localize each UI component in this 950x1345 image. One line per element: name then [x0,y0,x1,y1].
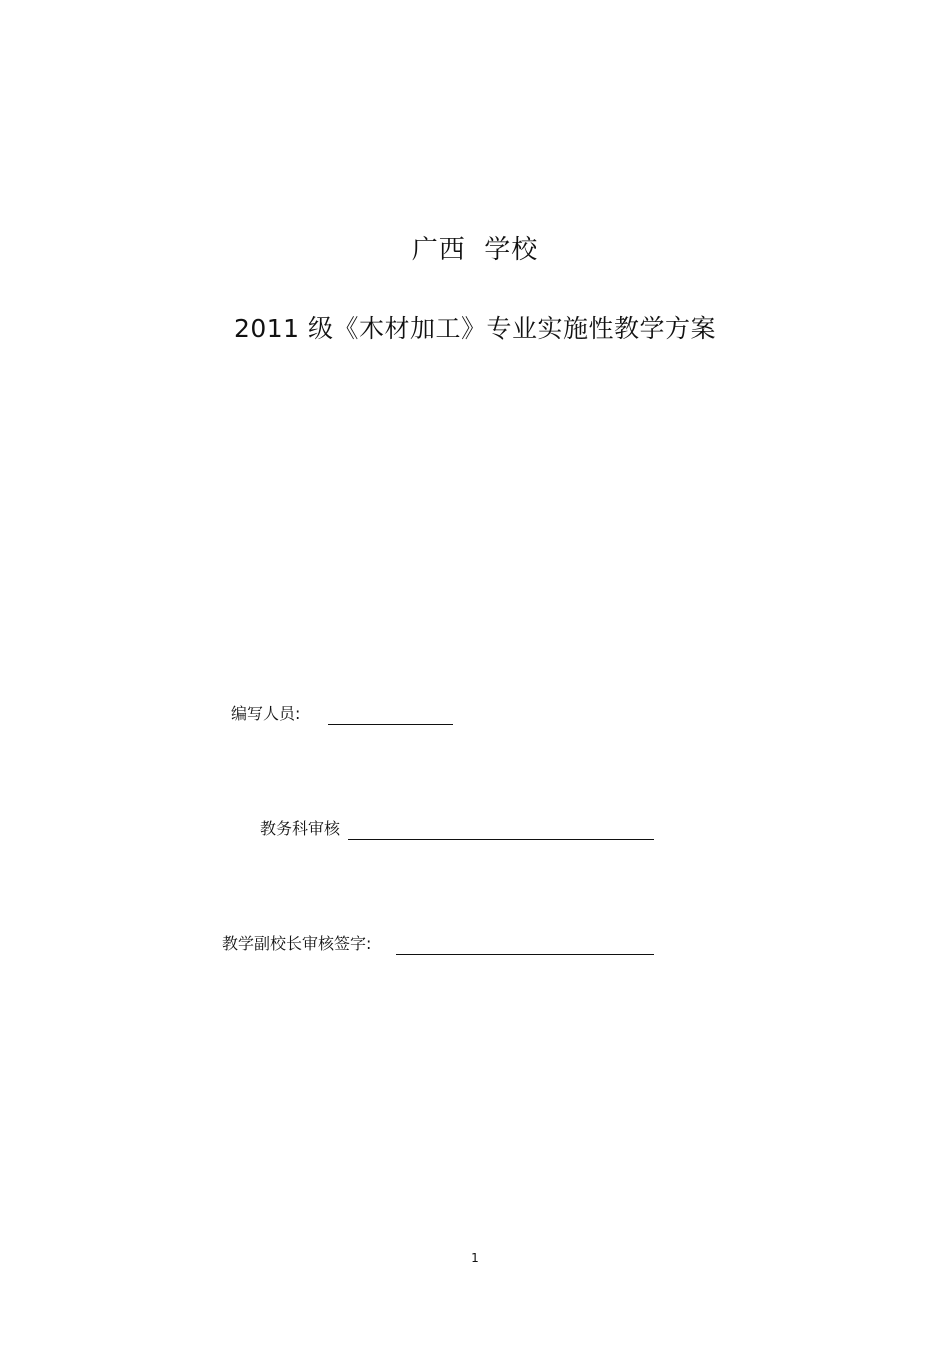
vice-principal-signature-line [396,936,654,955]
affairs-review-row [260,818,654,840]
vice-principal-label: 教学副校长审核签字: [222,934,372,953]
affairs-review-label: 教务科审核 [260,819,341,838]
school-name: 广西 学校 [411,235,539,265]
vice-principal-row [222,933,654,955]
plan-title: 2011 级《木材加工》专业实施性教学方案 [233,314,717,343]
writer-signature-line [328,706,453,725]
writer-label: 编写人员: [231,704,301,723]
writer-signature-row [231,703,453,725]
affairs-review-line [348,821,654,840]
page-number: 1 [471,1251,479,1265]
